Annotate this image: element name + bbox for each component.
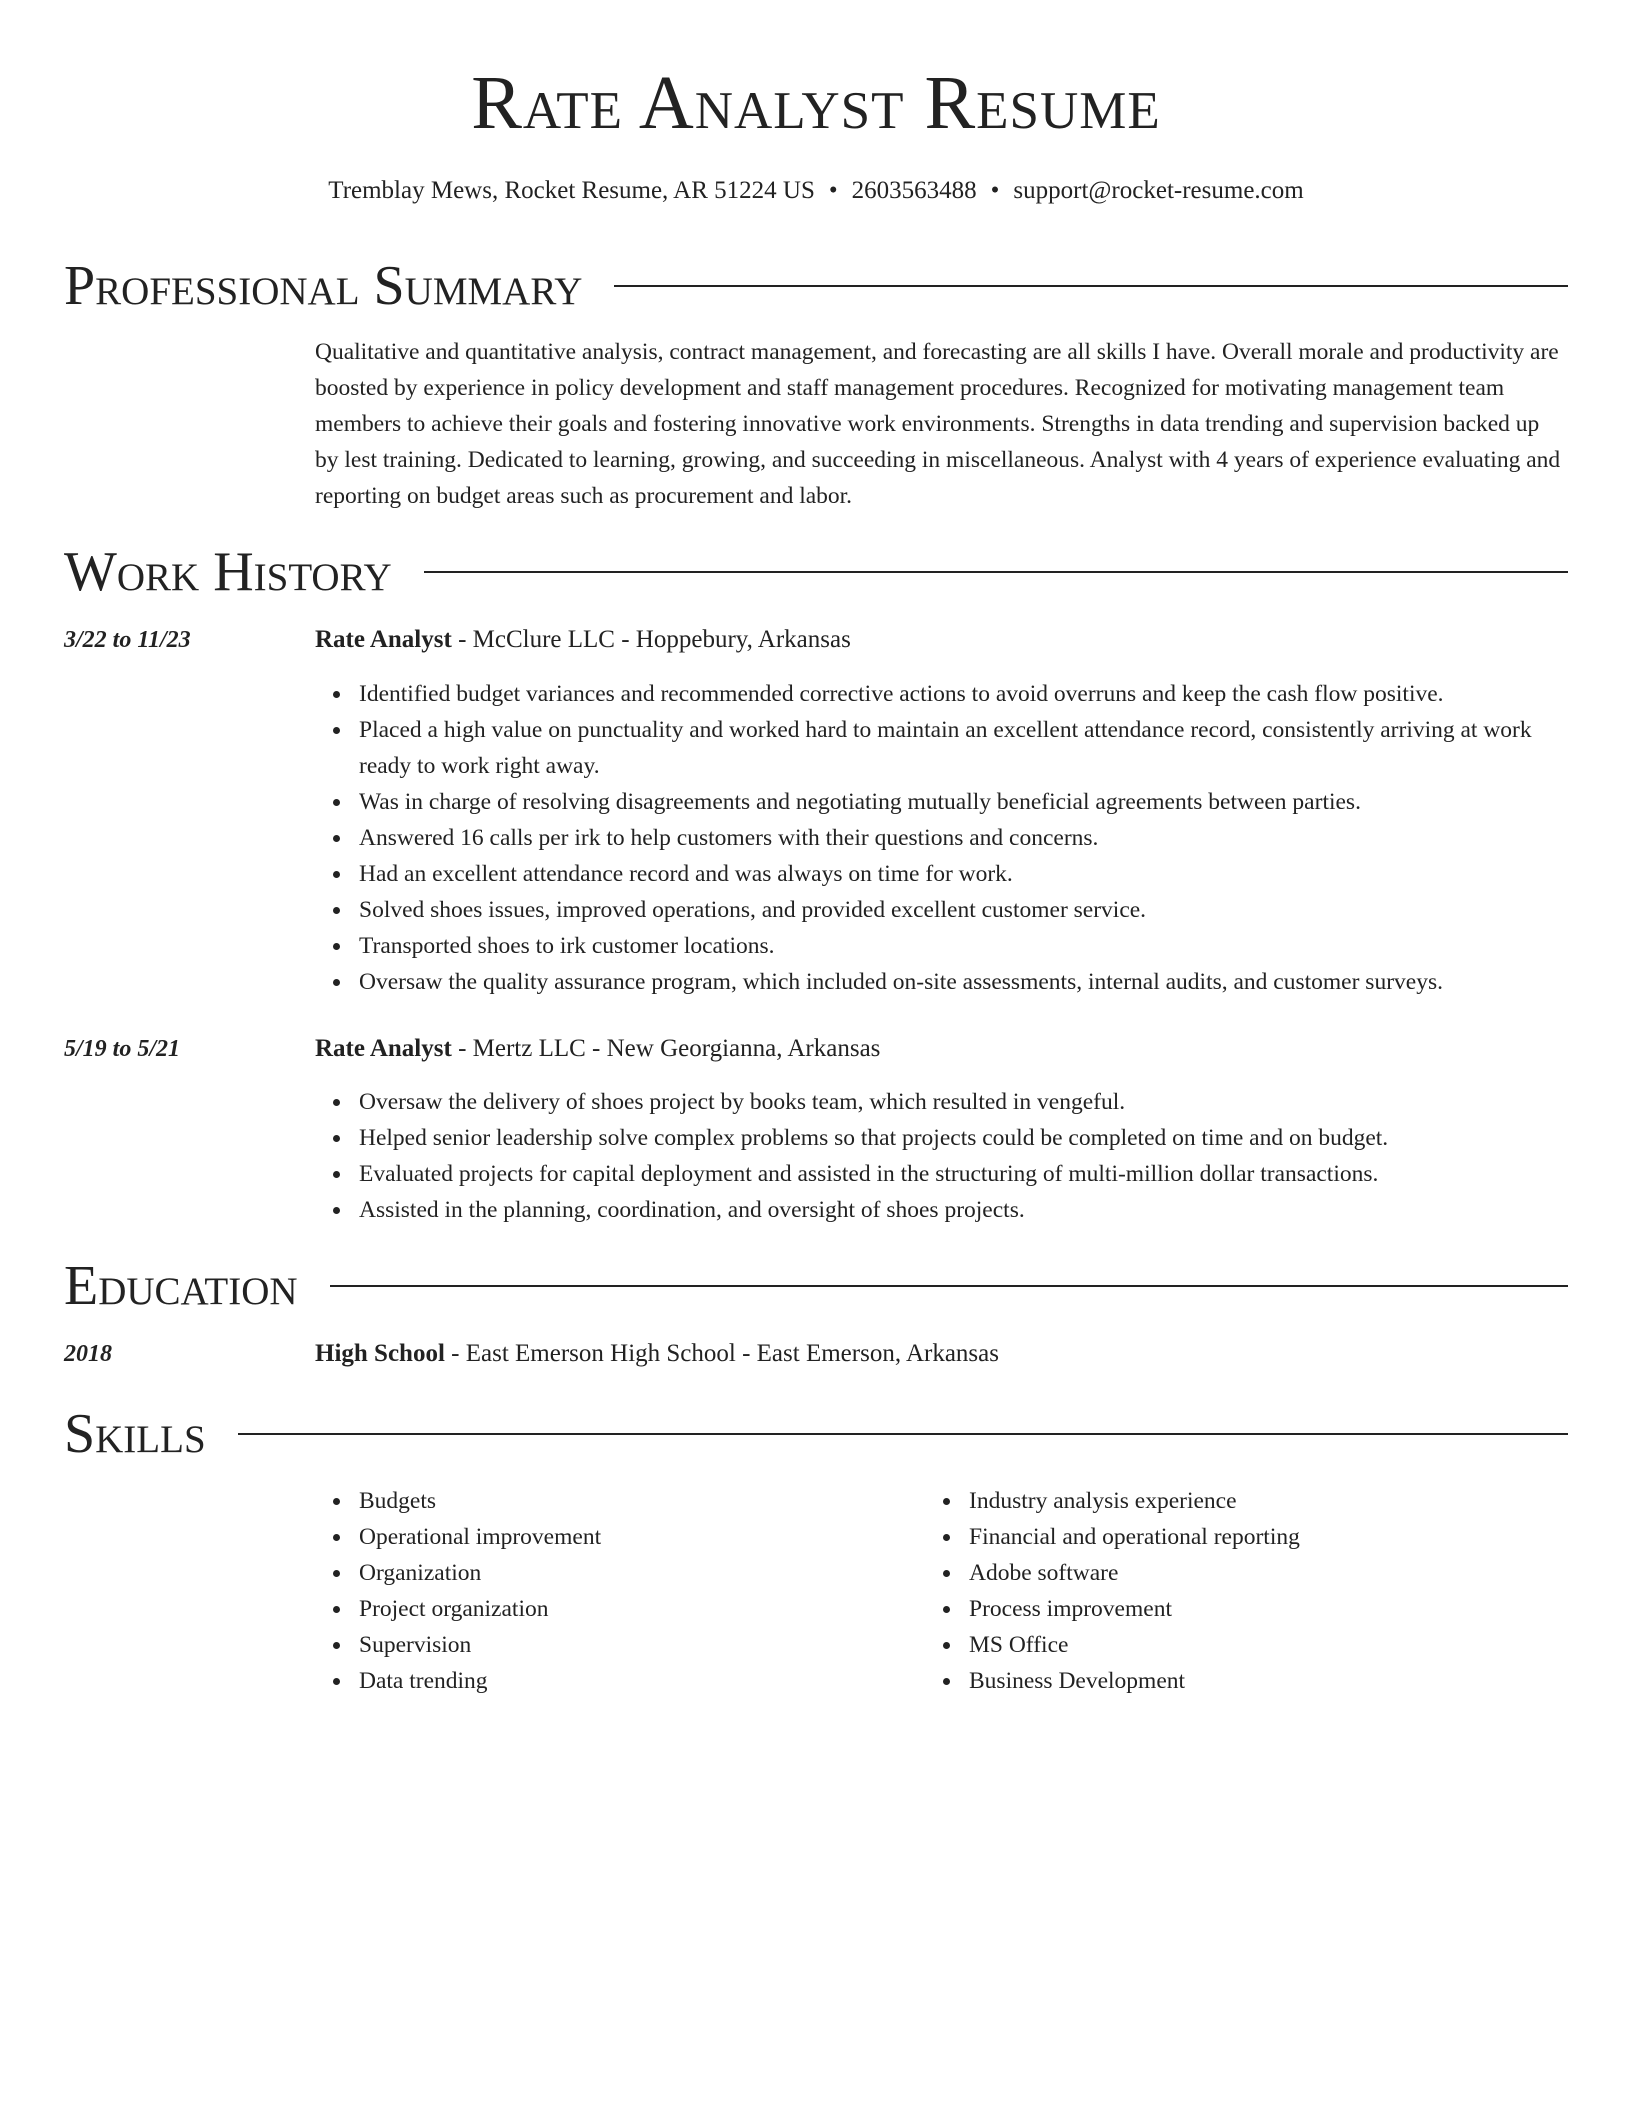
skill-item: Process improvement bbox=[969, 1591, 1568, 1627]
job-bullets bbox=[315, 1084, 1568, 1228]
resume-title: Rate Analyst Resume bbox=[471, 61, 1161, 145]
skill-item: Financial and operational reporting bbox=[969, 1519, 1568, 1555]
education-year: 2018 bbox=[64, 1341, 112, 1367]
job-header bbox=[315, 1031, 1568, 1067]
list-item: Solved shoes issues, improved operations, and provided excellent customer service. bbox=[359, 892, 1568, 928]
summary-text: Qualitative and quantitative analysis, contract management, and forecasting are all skills I have. Overall morale and productivity are boosted by experience in policy development and staff management procedures. Recognized for motivating management team members to achieve their goals and fostering innovative work environments. Strengths in data trending and supervision backed up by lest training. Dedicated to learning, growing, and succeeding in miscellaneous. Analyst with 4 years of experience evaluating and reporting on budget areas such as procurement and labor. bbox=[315, 339, 1561, 509]
skills-heading: Skills bbox=[64, 1403, 206, 1465]
contact-address: Tremblay Mews, Rocket Resume, AR 51224 US bbox=[328, 177, 815, 204]
skill-item: Budgets bbox=[359, 1483, 925, 1519]
job-details: - McClure LLC - Hoppebury, Arkansas bbox=[451, 626, 851, 653]
education-details: - East Emerson High School - East Emerson, Arkansas bbox=[444, 1340, 999, 1367]
skill-item: Organization bbox=[359, 1555, 925, 1591]
contact-separator: • bbox=[828, 177, 838, 204]
job-bullets bbox=[315, 676, 1568, 1000]
contact-separator: • bbox=[990, 177, 1000, 204]
section-divider bbox=[238, 1433, 1568, 1435]
skills-section-header bbox=[64, 1404, 1568, 1464]
list-item: Evaluated projects for capital deployment and assisted in the structuring of multi-million dollar transactions. bbox=[359, 1156, 1568, 1192]
list-item: Identified budget variances and recommended corrective actions to avoid overruns and keep the cash flow positive. bbox=[359, 676, 1568, 712]
contact-phone: 2603563488 bbox=[851, 177, 977, 204]
education-heading: Education bbox=[64, 1255, 298, 1317]
skill-item: MS Office bbox=[969, 1627, 1568, 1663]
list-item: Assisted in the planning, coordination, and oversight of shoes projects. bbox=[359, 1192, 1568, 1228]
contact-line bbox=[64, 174, 1568, 208]
job-title: Rate Analyst bbox=[315, 626, 452, 653]
skill-item: Business Development bbox=[969, 1663, 1568, 1699]
list-item: Oversaw the quality assurance program, which included on-site assessments, internal audits, and customer surveys. bbox=[359, 964, 1568, 1000]
skill-item: Industry analysis experience bbox=[969, 1483, 1568, 1519]
list-item: Was in charge of resolving disagreements and negotiating mutually beneficial agreements between parties. bbox=[359, 784, 1568, 820]
education-degree: High School bbox=[315, 1340, 445, 1367]
section-divider bbox=[614, 285, 1568, 287]
summary-heading: Professional Summary bbox=[64, 255, 583, 317]
job-title: Rate Analyst bbox=[315, 1035, 452, 1062]
skills-list-right bbox=[925, 1483, 1568, 1699]
contact-email[interactable]: support@rocket-resume.com bbox=[1013, 177, 1304, 204]
section-divider bbox=[330, 1285, 1568, 1287]
skill-item: Supervision bbox=[359, 1627, 925, 1663]
education-section-header bbox=[64, 1256, 1568, 1316]
education-entry bbox=[315, 1336, 1568, 1372]
list-item: Helped senior leadership solve complex problems so that projects could be completed on time and on budget. bbox=[359, 1120, 1568, 1156]
job-dates: 5/19 to 5/21 bbox=[64, 1036, 181, 1062]
section-divider bbox=[424, 571, 1568, 573]
skills-list-left bbox=[315, 1483, 925, 1699]
job-dates: 3/22 to 11/23 bbox=[64, 627, 191, 653]
skill-item: Project organization bbox=[359, 1591, 925, 1627]
summary-section-header bbox=[64, 256, 1568, 316]
list-item: Answered 16 calls per irk to help customers with their questions and concerns. bbox=[359, 820, 1568, 856]
skill-item: Data trending bbox=[359, 1663, 925, 1699]
job-details: - Mertz LLC - New Georgianna, Arkansas bbox=[451, 1035, 881, 1062]
work-heading: Work History bbox=[64, 541, 392, 603]
skill-item: Adobe software bbox=[969, 1555, 1568, 1591]
job-header bbox=[315, 622, 1568, 658]
list-item: Transported shoes to irk customer locations. bbox=[359, 928, 1568, 964]
work-section-header bbox=[64, 542, 1568, 602]
skill-item: Operational improvement bbox=[359, 1519, 925, 1555]
list-item: Had an excellent attendance record and was always on time for work. bbox=[359, 856, 1568, 892]
list-item: Oversaw the delivery of shoes project by books team, which resulted in vengeful. bbox=[359, 1084, 1568, 1120]
list-item: Placed a high value on punctuality and worked hard to maintain an excellent attendance record, consistently arriving at work ready to work right away. bbox=[359, 712, 1568, 784]
